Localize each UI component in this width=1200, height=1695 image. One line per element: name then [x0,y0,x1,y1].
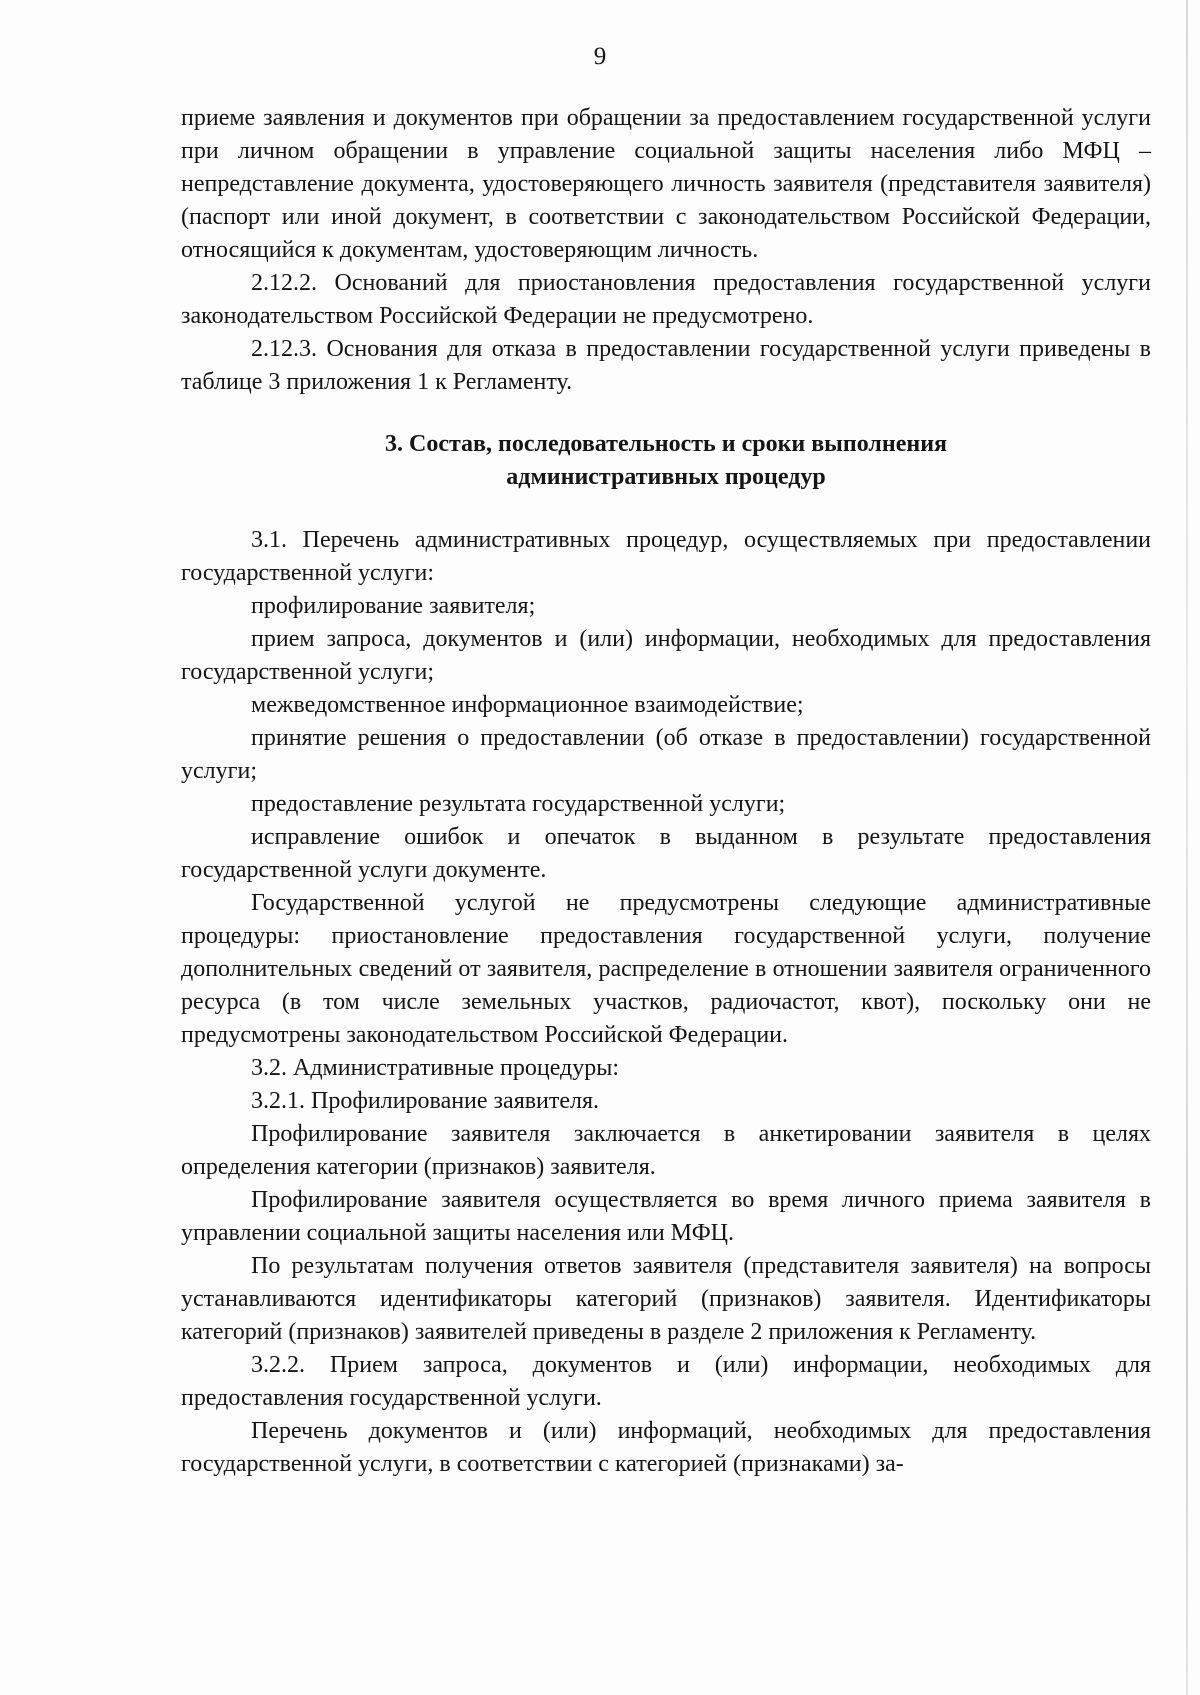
list-item-corrections: исправление ошибок и опечаток в выданном в результате предоставления государственной услуги документе. [181,824,1151,883]
paragraph-3-1: 3.1. Перечень административных процедур, осуществляемых при предоставлении государственной услуги: [181,527,1151,586]
paragraph-profiling-purpose: Профилирование заявителя заключается в анкетировании заявителя в целях определения категории (признаков) заявителя. [181,1121,1151,1180]
paragraph-identifiers: По результатам получения ответов заявителя (представителя заявителя) на вопросы устанавливаются идентификаторы категорий (признаков) заявителя. Идентификаторы категорий (признаков) заявителей приведены в разделе 2 приложения к Регламенту. [181,1253,1151,1345]
paragraph-2-12-2: 2.12.2. Оснований для приостановления предоставления государственной услуги законодательством Российской Федерации не предусмотрено. [181,270,1151,329]
paragraph-continuation: приеме заявления и документов при обращении за предоставлением государственной услуги при личном обращении в управление социальной защиты населения либо МФЦ – непредставление документа, удостоверяющего личность заявителя (представителя заявителя) (паспорт или иной документ, в соответствии с законодательством Российской Федерации, относящийся к документам, удостоверяющим личность. [181,105,1151,263]
page-number: 9 [593,43,607,70]
list-item-request-intake: прием запроса, документов и (или) информации, необходимых для предоставления государственной услуги; [181,626,1151,685]
paragraph-3-2-1: 3.2.1. Профилирование заявителя. [251,1088,600,1114]
list-item-interagency: межведомственное информационное взаимодействие; [251,692,804,718]
paragraph-2-12-3: 2.12.3. Основания для отказа в предоставлении государственной услуги приведены в таблице 3 приложения 1 к Регламенту. [181,336,1151,395]
paragraph-3-2: 3.2. Административные процедуры: [251,1055,620,1081]
paragraph-not-provided-procedures: Государственной услугой не предусмотрены следующие административные процедуры: приостановление предоставления государственной услуги, получение дополнительных сведений от заявителя, распределение в отношении заявителя ограниченного ресурса (в том числе земельных участков, радиочастот, квот), поскольку они не предусмотрены законодательством Российской Федерации. [181,890,1151,1048]
section-heading-line-2: административных процедур [506,464,826,490]
list-item-result: предоставление результата государственной услуги; [251,791,786,817]
list-item-decision: принятие решения о предоставлении (об отказе в предоставлении) государственной услуги; [181,725,1151,784]
scan-edge-line [1186,0,1188,1695]
section-heading [181,428,1151,494]
paragraph-documents-list: Перечень документов и (или) информаций, необходимых для предоставления государственной услуги, в соответствии с категорией (признаками) за- [181,1418,1151,1477]
section-heading-line-1: 3. Состав, последовательность и сроки выполнения [384,431,948,457]
list-item-profiling: профилирование заявителя; [251,593,536,619]
paragraph-profiling-place: Профилирование заявителя осуществляется во время личного приема заявителя в управлении социальной защиты населения или МФЦ. [181,1187,1151,1246]
paragraph-3-2-2: 3.2.2. Прием запроса, документов и (или) информации, необходимых для предоставления государственной услуги. [181,1352,1151,1411]
document-body [181,102,1151,1481]
